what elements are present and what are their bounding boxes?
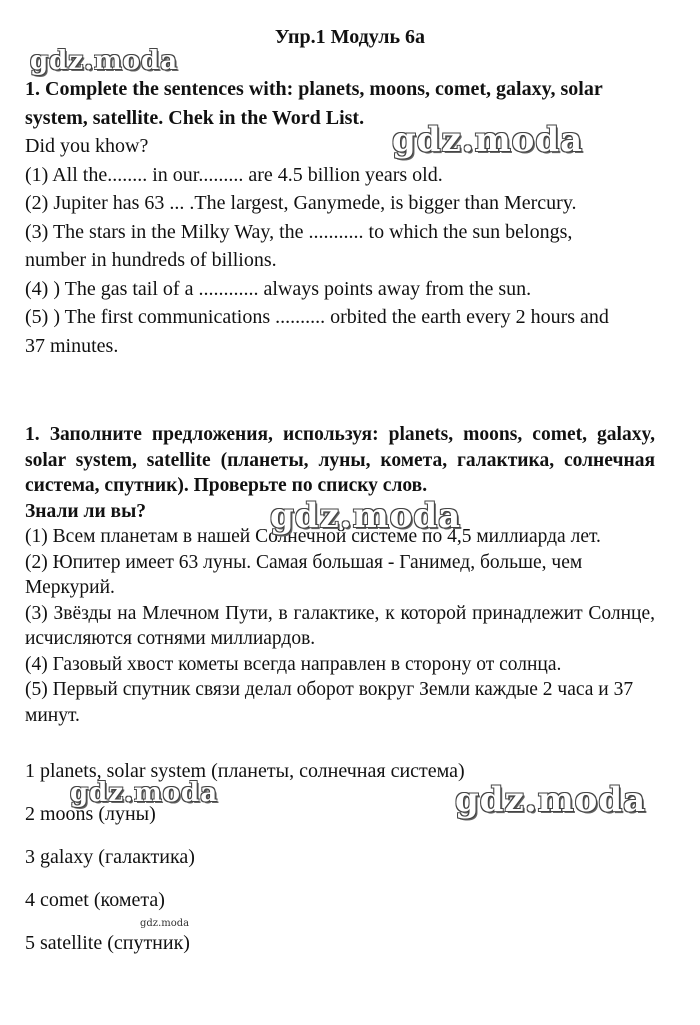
answer-item: 3 galaxy (галактика) [25, 846, 195, 868]
english-sentence: (3) The stars in the Milky Way, the ........... to which the sun belongs, [25, 220, 573, 243]
russian-sentence: (3) Звёзды на Млечном Пути, в галактике, к которой принадлежит Солнце, исчисляются сотнями миллиардов. [25, 602, 655, 649]
russian-sentence: (2) Юпитер имеет 63 луны. Самая большая - Ганимед, больше, чем Меркурий. [25, 551, 583, 598]
english-task-line-1: 1. Complete the sentences with: planets, moons, comet, galaxy, solar [25, 78, 603, 100]
russian-task: 1. Заполните предложения, используя: planets, moons, comet, galaxy, solar system, satellite (планеты, луны, комета, галактика, солнечная система, спутник). Проверьте по списку слов. [25, 424, 655, 496]
english-sentence: (1) All the........ in our......... are 4.5 billion years old. [25, 163, 443, 186]
page-title: Упр.1 Модуль 6а [274, 26, 426, 48]
english-sentence: (5) ) The first communications .......... orbited the earth every 2 hours and [25, 306, 609, 328]
russian-section [25, 422, 655, 728]
russian-sentence: (4) Газовый хвост кометы всегда направлен в сторону от солнца. [25, 653, 562, 675]
watermark: gdz.moda [30, 46, 179, 76]
russian-sentence: (1) Всем планетам в нашей Солнечной системе по 4,5 миллиарда лет. [25, 526, 601, 547]
watermark: gdz.moda [70, 778, 219, 808]
russian-sentence: (5) Первый спутник связи делал оборот вокруг Земли каждые 2 часа и 37 минут. [25, 679, 634, 726]
watermark: gdz.moda [270, 496, 462, 536]
english-intro: Did you khow? [25, 135, 149, 157]
watermark: gdz.moda [140, 918, 190, 929]
english-section [25, 75, 655, 360]
english-sentence: (2) Jupiter has 63 ... .The largest, Ganymede, is bigger than Mercury. [25, 192, 577, 214]
english-sentence: number in hundreds of billions. [25, 249, 277, 271]
watermark: gdz.moda [455, 780, 647, 820]
watermark: gdz.moda [392, 120, 584, 160]
russian-intro: Знали ли вы? [25, 500, 147, 522]
english-task-line-2: system, satellite. Chek in the Word List. [25, 106, 365, 129]
answer-item: 5 satellite (спутник) [25, 932, 190, 954]
answer-item: 4 comet (комета) [25, 889, 165, 911]
english-sentence: (4) ) The gas tail of a ............ always points away from the sun. [25, 277, 532, 300]
answer-item: 2 moons (луны) [25, 803, 156, 825]
answer-item: 1 planets, solar system (планеты, солнечная система) [25, 760, 465, 782]
english-sentence: 37 minutes. [25, 334, 119, 357]
